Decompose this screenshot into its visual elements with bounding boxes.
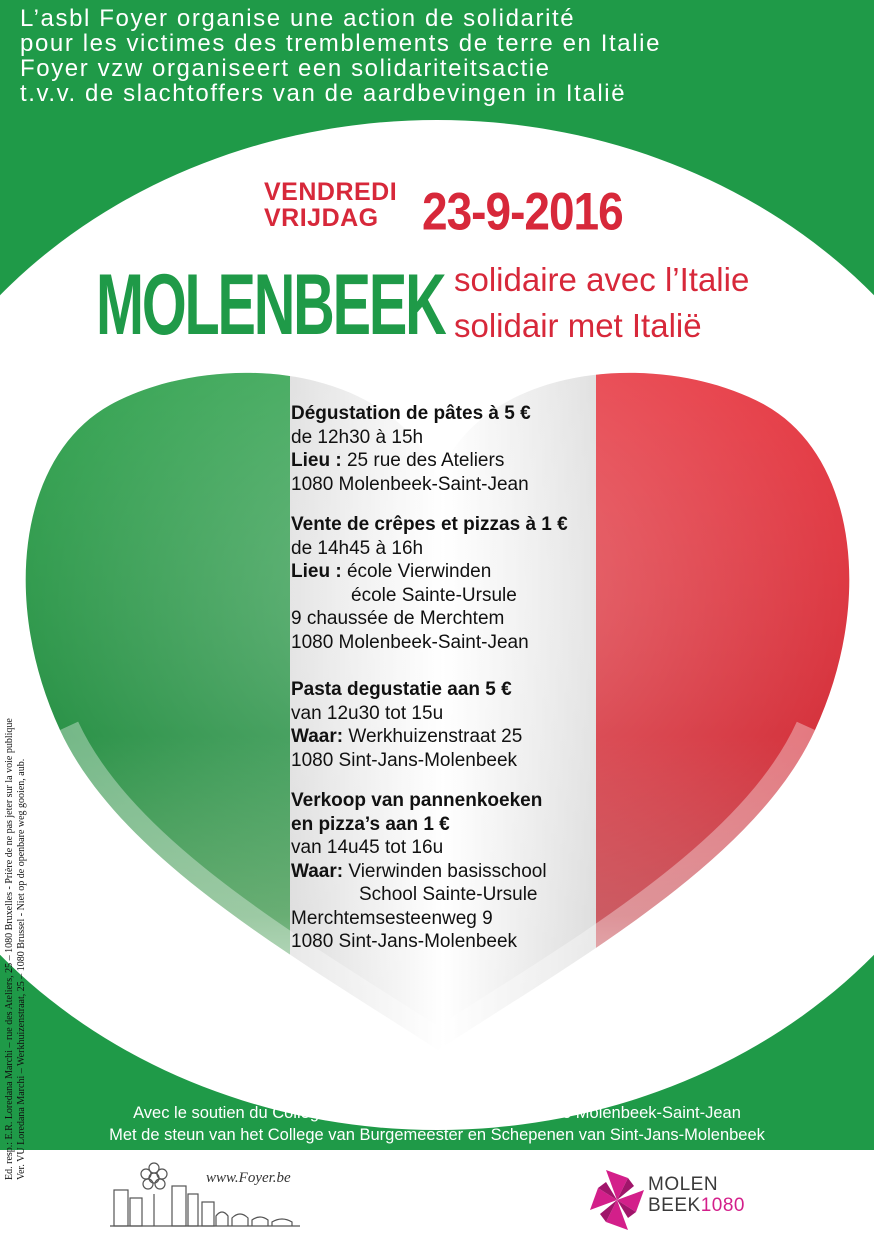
activity-1-place-label: Lieu : [291, 450, 342, 471]
activity-4-place-1: Vierwinden basisschool [348, 860, 547, 882]
activity-1-title: Dégustation de pâtes à 5 € [291, 403, 531, 424]
support-nl: Met de steun van het College van Burgemeester en Schepenen van Sint-Jans-Molenbeek [109, 1126, 765, 1144]
molenbeek-number: 1080 [700, 1195, 745, 1216]
molenbeek-line-2: BEEK [648, 1195, 701, 1216]
support-fr: Avec le soutien du Collège des Bourgmestre et Echevins de Molenbeek-Saint-Jean [133, 1104, 741, 1122]
activity-2-place-2: école Sainte-Ursule [351, 584, 517, 606]
activity-2-address-2: 1080 Molenbeek-Saint-Jean [291, 631, 529, 653]
header-line-1: L’asbl Foyer organise une action de solidarité [20, 5, 576, 32]
pinwheel-icon [588, 1166, 646, 1236]
molenbeek-line-1: MOLEN [648, 1174, 719, 1195]
activity-3-title: Pasta degustatie aan 5 € [291, 679, 512, 700]
header-line-4: t.v.v. de slachtoffers van de aardbevingen in Italië [20, 80, 627, 107]
event-title: MOLENBEEK [96, 256, 445, 353]
activity-3-time: van 12u30 tot 15u [291, 702, 444, 724]
molenbeek-logo [588, 1166, 768, 1236]
legal-line-1: Ed. resp.: E.R. Loredana Marchi – rue des Ateliers, 25 – 1080 Bruxelles - Prière de ne pas jeter sur la voie publique [4, 718, 15, 1180]
activity-3 [291, 678, 591, 772]
support-notice [0, 1102, 874, 1146]
subtitle-nl: solidair met Italië [454, 307, 702, 344]
activity-3-place: Werkhuizenstraat 25 [348, 726, 523, 747]
activity-1-time: de 12h30 à 15h [291, 426, 424, 448]
header-line-3: Foyer vzw organiseert een solidariteitsactie [20, 55, 551, 82]
molenbeek-logo-text [648, 1174, 745, 1216]
activity-4-time: van 14u45 tot 16u [291, 837, 444, 858]
activity-2 [291, 513, 591, 654]
activity-3-address: 1080 Sint-Jans-Molenbeek [291, 749, 518, 771]
activity-2-title: Vente de crêpes et pizzas à 1 € [291, 514, 568, 535]
subtitle-fr: solidaire avec l’Italie [454, 261, 750, 298]
activity-4-address-2: 1080 Sint-Jans-Molenbeek [291, 931, 518, 952]
day-fr: VENDREDI [264, 178, 398, 206]
foyer-logo-text: www.Foyer.be [206, 1170, 291, 1186]
activity-2-place-label: Lieu : [291, 561, 342, 582]
activity-2-place-1: école Vierwinden [346, 561, 492, 582]
foyer-logo [110, 1160, 310, 1232]
activity-2-address-1: 9 chaussée de Merchtem [291, 608, 505, 629]
activity-4 [291, 789, 591, 954]
activity-1-address: 1080 Molenbeek-Saint-Jean [291, 473, 529, 495]
header-line-2: pour les victimes des tremblements de terre en Italie [20, 30, 662, 57]
activity-4-address-1: Merchtemsesteenweg 9 [291, 907, 493, 929]
activity-1-place: 25 rue des Ateliers [346, 450, 505, 471]
activity-2-time: de 14h45 à 16h [291, 537, 424, 559]
day-nl: VRIJDAG [264, 204, 379, 232]
activity-3-place-label: Waar: [291, 726, 344, 747]
legal-line-2: Ver. VU Loredana Marchi – Werkhuizenstraat, 25 – 1080 Brussel - Niet op de openbare weg gooien, aub. [16, 758, 27, 1180]
activity-1 [291, 402, 591, 496]
activities-list [291, 402, 591, 954]
activity-4-place-label: Waar: [291, 860, 344, 882]
activity-4-place-2: School Sainte-Ursule [359, 884, 538, 905]
activity-4-title-1: Verkoop van pannenkoeken [291, 790, 543, 811]
activity-4-title-2: en pizza’s aan 1 € [291, 813, 450, 835]
event-date: 23-9-2016 [422, 181, 623, 241]
